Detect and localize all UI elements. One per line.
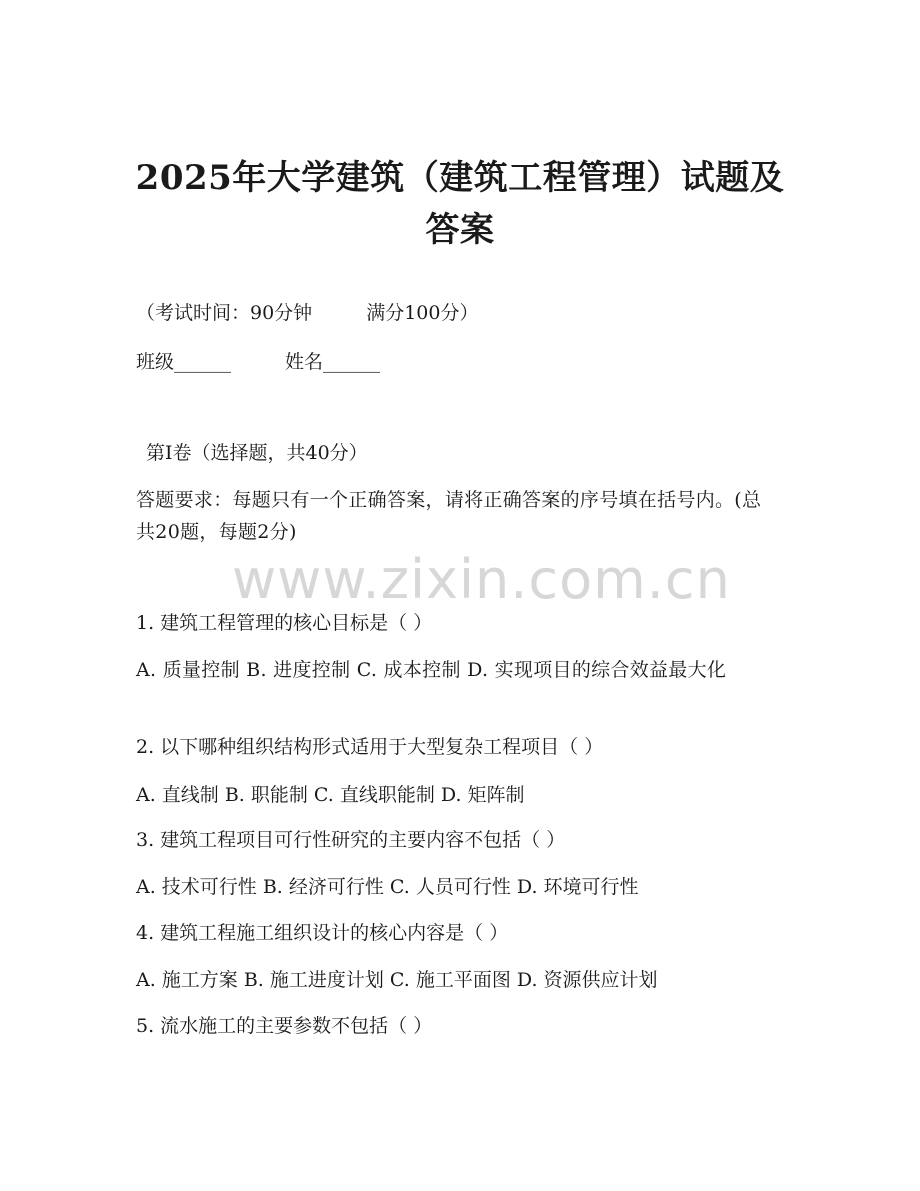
question-1-stem: 1. 建筑工程管理的核心目标是（ ） — [136, 612, 433, 634]
question-4-options: A. 施工方案 B. 施工进度计划 C. 施工平面图 D. 资源供应计划 — [136, 969, 658, 991]
question-3-options: A. 技术可行性 B. 经济可行性 C. 人员可行性 D. 环境可行性 — [136, 876, 639, 898]
question-4-stem: 4. 建筑工程施工组织设计的核心内容是（ ） — [136, 922, 509, 944]
question-1-options: A. 质量控制 B. 进度控制 C. 成本控制 D. 实现项目的综合效益最大化 — [136, 659, 727, 681]
question-2-options: A. 直线制 B. 职能制 C. 直线职能制 D. 矩阵制 — [136, 784, 525, 806]
question-5-stem: 5. 流水施工的主要参数不包括（ ） — [136, 1015, 433, 1037]
name-field: 姓名______ — [285, 351, 381, 373]
section-instructions: 答题要求：每题只有一个正确答案，请将正确答案的序号填在括号内。(总共20题，每题2分) — [136, 489, 762, 543]
question-2-stem: 2. 以下哪种组织结构形式适用于大型复杂工程项目（ ） — [136, 736, 604, 758]
class-field: 班级______ — [136, 351, 232, 373]
student-fields — [136, 346, 380, 378]
exam-info — [136, 297, 478, 329]
question-3-stem: 3. 建筑工程项目可行性研究的主要内容不包括（ ） — [136, 829, 566, 851]
document-title: 2025年大学建筑（建筑工程管理）试题及答案 — [135, 158, 785, 250]
exam-score: 满分100分） — [366, 302, 479, 324]
section-heading: 第I卷（选择题，共40分） — [146, 442, 368, 464]
watermark: www.zixin.com.cn — [232, 548, 731, 611]
exam-time: （考试时间：90分钟 — [136, 302, 313, 324]
